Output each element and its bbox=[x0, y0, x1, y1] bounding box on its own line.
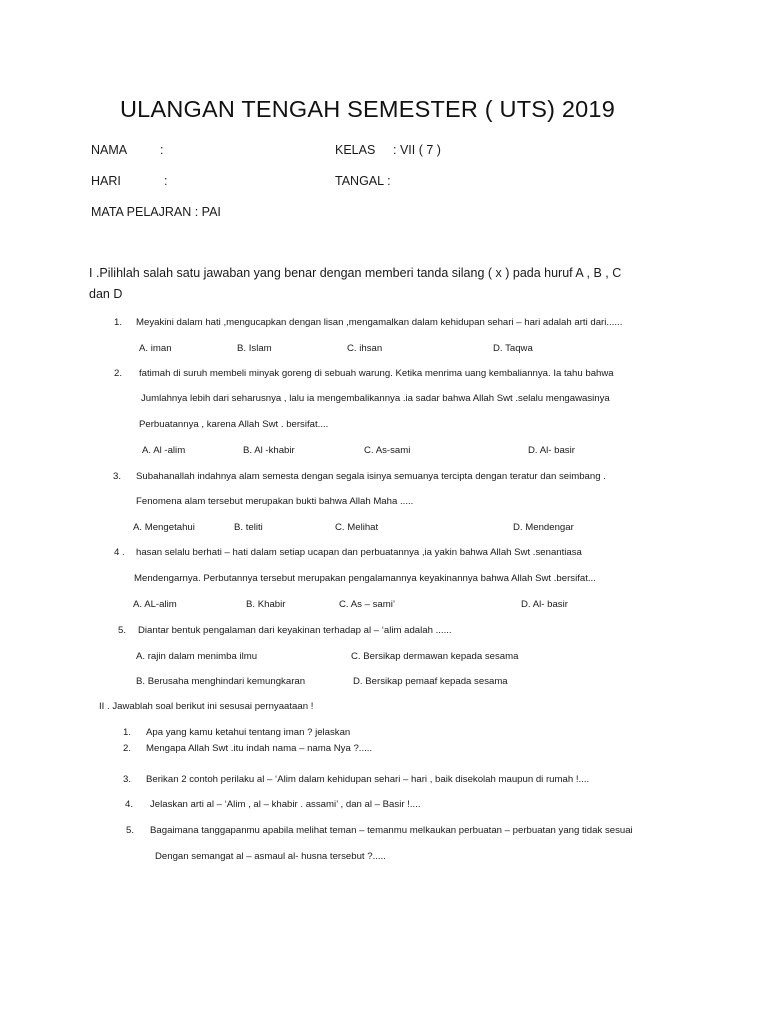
option-b: B. Berusaha menghindari kemungkaran bbox=[136, 676, 306, 687]
question-number: 5. bbox=[118, 625, 127, 636]
tangal-label: TANGAL : bbox=[335, 174, 391, 188]
question-text-line2: Mendengarnya. Perbutannya tersebut merupakan pengalamannya keyakinannya bahwa Allah Swt .bersifat... bbox=[134, 573, 596, 584]
question-text-line2: Fenomena alam tersebut merupakan bukti bahwa Allah Maha ..... bbox=[136, 496, 414, 507]
kelas-label: KELAS bbox=[335, 143, 376, 157]
option-a: A. Mengetahui bbox=[133, 522, 195, 533]
option-b: B. Islam bbox=[237, 343, 272, 354]
question-number: 4 . bbox=[114, 547, 125, 558]
question-text: Meyakini dalam hati ,mengucapkan dengan lisan ,mengamalkan dalam kehidupan sehari – hari adalah arti dari...... bbox=[136, 317, 623, 328]
question-number: 5. bbox=[126, 825, 135, 836]
option-b: B. Khabir bbox=[246, 599, 286, 610]
option-a: A. Al -alim bbox=[142, 445, 186, 456]
question-number: 3. bbox=[123, 774, 132, 785]
hari-label: HARI bbox=[91, 174, 121, 188]
question-text-line3: Perbuatannya , karena Allah Swt . bersifat.... bbox=[139, 419, 329, 430]
section1-instruction-line2: dan D bbox=[89, 287, 123, 301]
question-number: 1. bbox=[114, 317, 123, 328]
option-b: B. Al -khabir bbox=[243, 445, 295, 456]
question-text-line2: Dengan semangat al – asmaul al- husna tersebut ?..... bbox=[155, 851, 386, 862]
option-c: C. ihsan bbox=[347, 343, 383, 354]
option-d: D. Mendengar bbox=[513, 522, 574, 533]
option-a: A. rajin dalam menimba ilmu bbox=[136, 651, 258, 662]
option-d: D. Bersikap pemaaf kepada sesama bbox=[353, 676, 508, 687]
hari-colon: : bbox=[164, 174, 168, 188]
question-number: 4. bbox=[125, 799, 134, 810]
nama-colon: : bbox=[160, 143, 164, 157]
question-text: Mengapa Allah Swt .itu indah nama – nama Nya ?..... bbox=[146, 743, 373, 754]
option-c: C. Melihat bbox=[335, 522, 379, 533]
option-c: C. Bersikap dermawan kepada sesama bbox=[351, 651, 519, 662]
question-number: 2. bbox=[114, 368, 123, 379]
option-d: D. Taqwa bbox=[493, 343, 533, 354]
section2-instruction: II . Jawablah soal berikut ini sesusai pernyaataan ! bbox=[99, 701, 314, 712]
option-c: C. As – sami’ bbox=[339, 599, 395, 610]
option-a: A. AL-alim bbox=[133, 599, 177, 610]
kelas-value: : VII ( 7 ) bbox=[393, 143, 441, 157]
question-number: 2. bbox=[123, 743, 132, 754]
question-text: Jelaskan arti al – ‘Alim , al – khabir . assami’ , dan al – Basir !.... bbox=[150, 799, 421, 810]
option-d: D. Al- basir bbox=[521, 599, 568, 610]
option-b: B. teliti bbox=[234, 522, 263, 533]
question-text-line1: hasan selalu berhati – hati dalam setiap ucapan dan perbuatannya ,ia yakin bahwa Allah Swt .senantiasa bbox=[136, 547, 582, 558]
section1-instruction-line1: I .Pilihlah salah satu jawaban yang benar dengan memberi tanda silang ( x ) pada huruf A , B , C bbox=[89, 266, 622, 280]
question-text: Diantar bentuk pengalaman dari keyakinan terhadap al – ‘alim adalah ...... bbox=[138, 625, 452, 636]
option-c: C. As-sami bbox=[364, 445, 411, 456]
page-title: ULANGAN TENGAH SEMESTER ( UTS) 2019 bbox=[120, 96, 615, 122]
question-text-line1: Subahanallah indahnya alam semesta dengan segala isinya semuanya tercipta dengan teratur dan seimbang . bbox=[136, 471, 606, 482]
question-text-line2: Jumlahnya lebih dari seharusnya , lalu ia mengembalikannya .ia sadar bahwa Allah Swt .selalu mengawasinya bbox=[141, 393, 610, 404]
question-text: Apa yang kamu ketahui tentang iman ? jelaskan bbox=[146, 727, 351, 738]
question-text-line1: fatimah di suruh membeli minyak goreng di sebuah warung. Ketika menrima uang kembaliannya. Ia tahu bahwa bbox=[139, 368, 614, 379]
question-number: 1. bbox=[123, 727, 132, 738]
nama-label: NAMA bbox=[91, 143, 128, 157]
question-number: 3. bbox=[113, 471, 122, 482]
option-d: D. Al- basir bbox=[528, 445, 575, 456]
question-text: Berikan 2 contoh perilaku al – ‘Alim dalam kehidupan sehari – hari , baik disekolah maupun di rumah !.... bbox=[146, 774, 590, 785]
mata-pelajaran-label: MATA PELAJRAN : PAI bbox=[91, 205, 221, 219]
option-a: A. iman bbox=[139, 343, 172, 354]
question-text-line1: Bagaimana tanggapanmu apabila melihat teman – temanmu melkaukan perbuatan – perbuatan yang tidak sesuai bbox=[150, 825, 633, 836]
